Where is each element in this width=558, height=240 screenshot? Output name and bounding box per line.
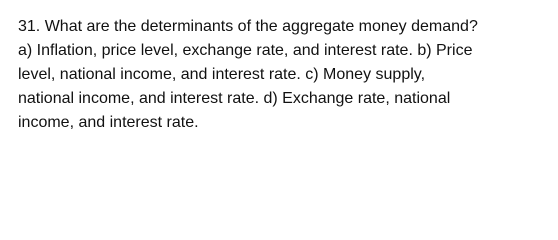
- question-line: a) Inflation, price level, exchange rate, and interest rate. b) Price: [18, 42, 473, 59]
- question-text: [18, 15, 550, 135]
- question-line: income, and interest rate.: [18, 114, 199, 131]
- question-line: national income, and interest rate. d) Exchange rate, national: [18, 90, 451, 107]
- question-line: level, national income, and interest rate. c) Money supply,: [18, 66, 426, 83]
- question-line: 31. What are the determinants of the aggregate money demand?: [18, 18, 478, 35]
